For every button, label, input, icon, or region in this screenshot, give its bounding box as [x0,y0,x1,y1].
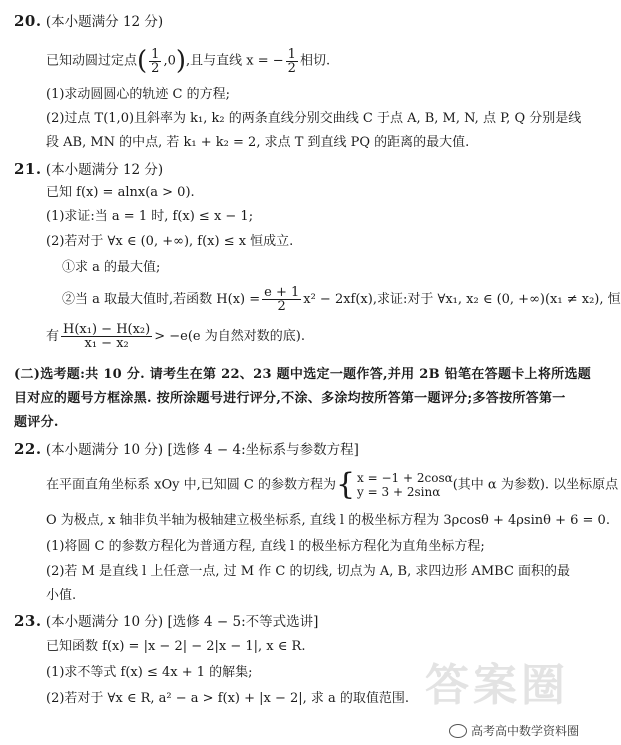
q23-part2: (2)若对于 ∀x ∈ R, a² − a > f(x) + |x − 2|, 求 a 的取值范围. [46,691,410,706]
q23-part1: (1)求不等式 f(x) ≤ 4x + 1 的解集; [46,665,253,680]
q23-score: (本小题满分 10 分) [选修 4 − 5:不等式选讲] [45,614,319,630]
watermark-logo: 答案圈 [425,660,569,711]
q22-header [14,440,359,459]
q22-stem: 在平面直角坐标系 xOy 中,已知圆 C 的参数方程为{ x = −1 + 2cosα y = 3 + 2sinα (其中 α 为参数). 以坐标原点 [46,467,619,502]
elective-instructions-line3: 题评分. [14,415,59,430]
q21-diff-quotient: $\frac{\text{H(x₁) − H(x₂)}}{\text{x₁ − x₂}}$ [63,322,151,351]
q20-point-fraction: $\frac{1}{2}$ [151,46,160,76]
q21-sub1: ①求 a 的最大值; [62,260,161,275]
q21-part1: (1)求证:当 a = 1 时, f(x) ≤ x − 1; [46,209,254,224]
q21-sub2: ②当 a 取最大值时,若函数 H(x) = $\frac{e + 1}{2}$ x² − 2xf(x),求证:对于 ∀x₁, x₂ ∈ (0, +∞)(x₁ ≠ x₂), 恒 [62,285,621,314]
q23-header [14,612,318,631]
q22-score: (本小题满分 10 分) [选修 4 − 4:坐标系与参数方程] [45,442,359,458]
q21-header [14,160,163,179]
elective-instructions-line2: 目对应的题号方框涂黑. 按所涂题号进行评分,不涂、多涂均按所答第一题评分;多答按所答第一 [14,391,566,406]
q21-h-fraction: $\frac{e + 1}{2}$ [264,285,300,314]
q21-score: (本小题满分 12 分) [45,162,164,178]
q21-part2: (2)若对于 ∀x ∈ (0, +∞), f(x) ≤ x 恒成立. [46,234,294,249]
q22-number: 22. [14,440,42,458]
q22-part2-line2: 小值. [46,588,77,603]
q21-number: 21. [14,160,42,178]
q20-stem: 已知动圆过定点( $\frac{1}{2}$ ,0),且与直线 x = − $\frac{1}{2}$ 相切. [46,46,331,76]
q20-part2-line2: 段 AB, MN 的中点, 若 k₁ + k₂ = 2, 求点 T 到直线 PQ 的距离的最大值. [46,135,470,150]
q22-parametric-system: x = −1 + 2cosα y = 3 + 2sinα [357,471,453,499]
q20-part1: (1)求动圆圆心的轨迹 C 的方程; [46,87,231,102]
q22-stem-cont: O 为极点, x 轴非负半轴为极轴建立极坐标系, 直线 l 的极坐标方程为 3ρcosθ + 4ρsinθ + 6 = 0. [46,513,610,528]
q20-score: (本小题满分 12 分) [45,14,164,30]
q23-number: 23. [14,612,42,630]
q21-sub2-cont: 有 $\frac{\text{H(x₁) − H(x₂)}}{\text{x₁ − x₂}}$ > −e(e 为自然对数的底). [46,322,305,351]
elective-instructions-line1: (二)选考题:共 10 分. 请考生在第 22、23 题中选定一题作答,并用 2B 铅笔在答题卡上将所选题 [14,367,592,382]
q20-header [14,12,163,31]
q20-part2-line1: (2)过点 T(1,0)且斜率为 k₁, k₂ 的两条直线分别交曲线 C 于点 A, B, M, N, 点 P, Q 分别是线 [46,111,582,126]
q23-stem: 已知函数 f(x) = |x − 2| − 2|x − 1|, x ∈ R. [46,639,306,654]
wechat-icon [449,724,467,738]
q22-part2-line1: (2)若 M 是直线 l 上任意一点, 过 M 作 C 的切线, 切点为 A, B, 求四边形 AMBC 面积的最 [46,564,571,579]
q22-part1: (1)将圆 C 的参数方程化为普通方程, 直线 l 的极坐标方程化为直角坐标方程; [46,539,485,554]
q20-line-fraction: $\frac{1}{2}$ [287,46,296,76]
q20-number: 20. [14,12,42,30]
q21-stem: 已知 f(x) = alnx(a > 0). [46,185,195,200]
watermark-caption: 高考高中数学资料圈 [449,722,579,739]
